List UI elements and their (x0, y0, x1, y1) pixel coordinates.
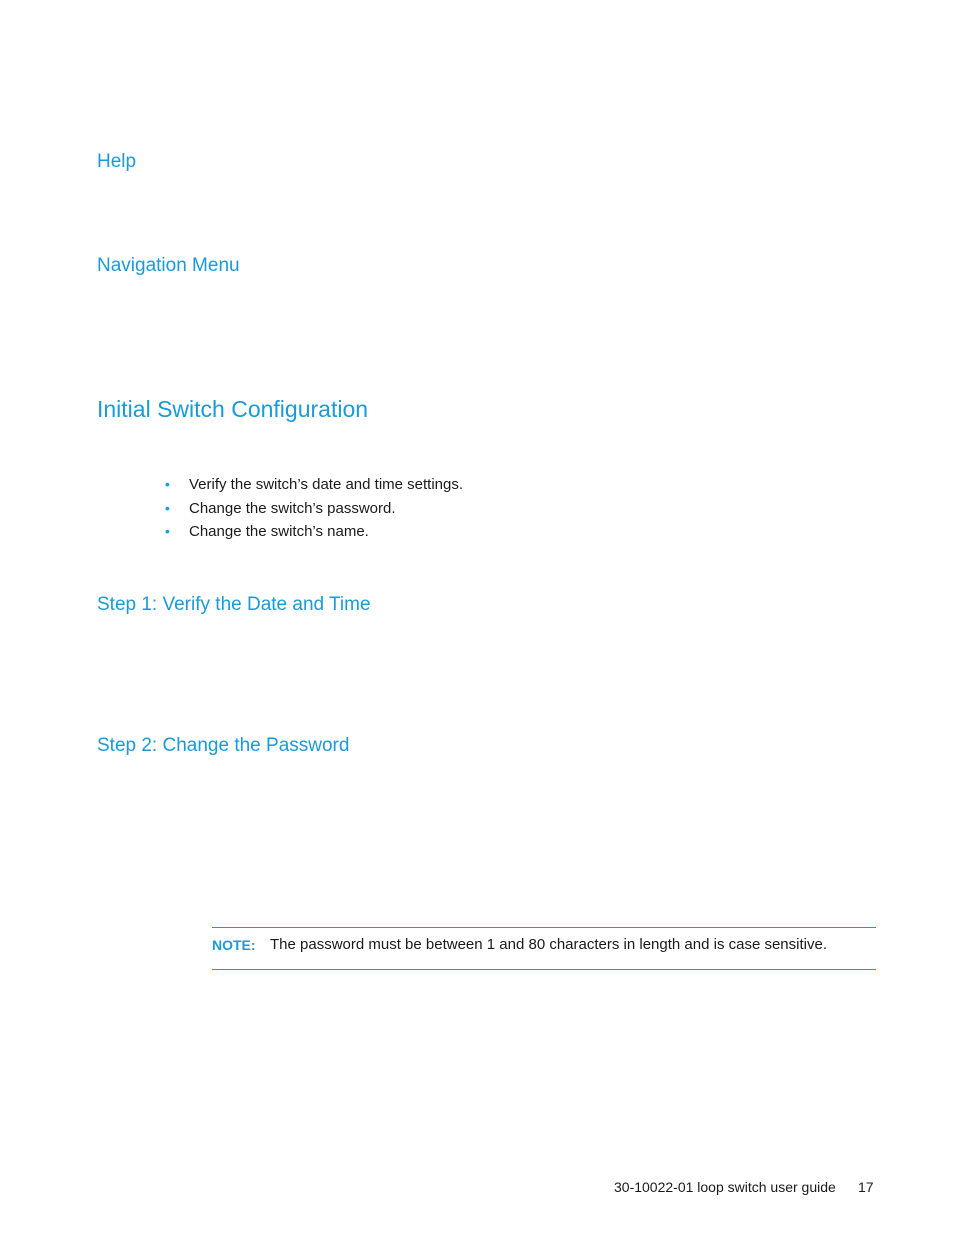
heading-step-1: Step 1: Verify the Date and Time (97, 594, 371, 615)
heading-initial-switch-configuration: Initial Switch Configuration (97, 396, 369, 422)
bullet-icon: • (165, 523, 170, 539)
list-item-text: Verify the switch’s date and time settings. (189, 476, 464, 493)
footer-doc-title: 30-10022-01 loop switch user guide (614, 1179, 836, 1195)
page-number: 17 (858, 1179, 874, 1195)
heading-step-2: Step 2: Change the Password (97, 735, 350, 756)
list-item (165, 497, 463, 521)
list-item (165, 473, 463, 497)
heading-help: Help (97, 151, 137, 172)
configuration-task-list (165, 473, 463, 544)
list-item (165, 520, 463, 544)
heading-navigation-menu: Navigation Menu (97, 255, 240, 276)
list-item-text: Change the switch’s name. (189, 523, 369, 540)
list-item-text: Change the switch’s password. (189, 499, 396, 517)
bullet-icon: • (165, 499, 170, 516)
note-label: NOTE: (212, 937, 256, 953)
note-text: The password must be between 1 and 80 characters in length and is case sensitive. (270, 936, 827, 953)
note-box (212, 927, 876, 970)
bullet-icon: • (165, 476, 170, 492)
